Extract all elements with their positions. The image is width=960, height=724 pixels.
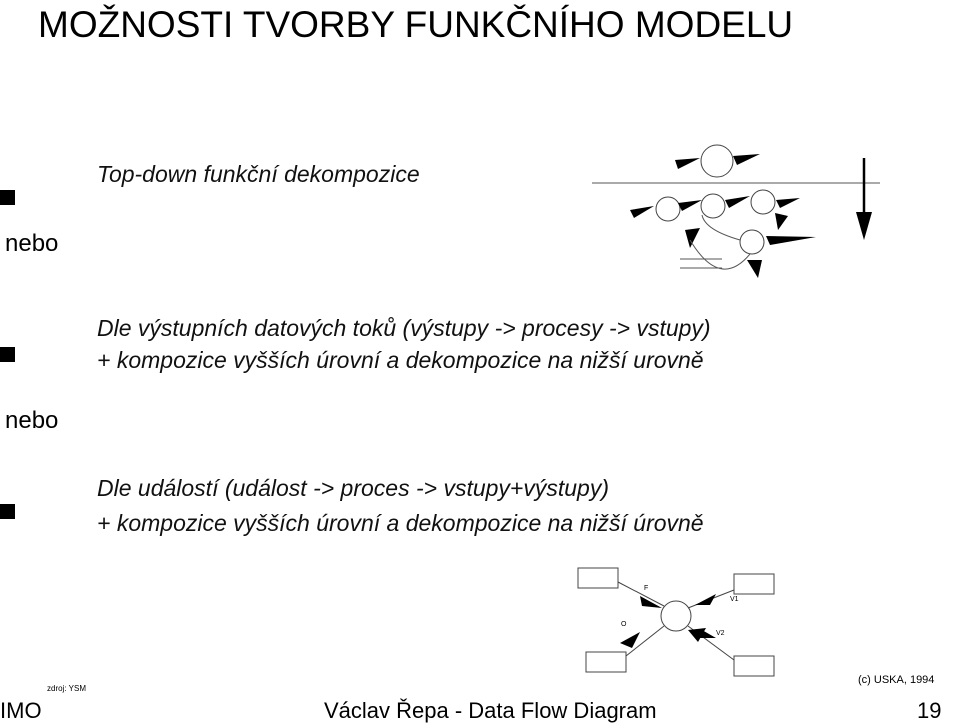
flow-arrow-8 (775, 213, 788, 230)
label-v1: V1 (730, 596, 739, 603)
bullet-3-line-1: Dle událostí (událost -> proces -> vstupy+výstupy) (97, 475, 609, 501)
connector-top-left (618, 582, 664, 606)
process-circle-2 (701, 194, 725, 218)
flow-arrow-2 (678, 200, 702, 211)
source-note: zdroj: YSM (47, 684, 86, 693)
footer-left: IMO (0, 698, 42, 723)
copyright-note: (c) USKA, 1994 (858, 674, 935, 686)
down-arrow-head (856, 212, 872, 240)
arrow-head-f (640, 596, 662, 608)
box-top-left (578, 568, 618, 588)
bullet-marker-2 (0, 347, 15, 362)
flow-arrow-5 (685, 228, 700, 248)
process-circle-center (661, 601, 691, 631)
bullet-1-line-1: Top-down funkční dekompozice (97, 161, 420, 187)
process-circle-4 (740, 230, 764, 254)
flow-arrow-3 (725, 196, 750, 208)
label-o: O (621, 621, 627, 628)
process-circle-1 (656, 197, 680, 221)
bullet-2-line-1: Dle výstupních datových toků (výstupy -> procesy -> vstupy) (97, 315, 711, 341)
bullet-marker-3 (0, 504, 15, 519)
flow-arrow-4 (776, 198, 800, 208)
box-bottom-left (586, 652, 626, 672)
arrow-head-o (620, 632, 640, 648)
bullet-marker-1 (0, 190, 15, 205)
flow-arrow-out-top (733, 154, 760, 165)
label-v2: V2 (716, 630, 725, 637)
box-top-right (734, 574, 774, 594)
process-circle-3 (751, 190, 775, 214)
separator-nebo-2: nebo (5, 407, 59, 434)
flow-arrow-in-top (675, 158, 700, 169)
process-circle-top (701, 145, 733, 177)
flow-curve-2 (702, 215, 740, 240)
arrow-head-v1 (695, 594, 716, 605)
flow-arrow-6 (766, 236, 816, 245)
bullet-3-line-2: + kompozice vyšších úrovní a dekompozice na nižší úrovně (97, 510, 704, 536)
flow-arrow-1 (630, 206, 654, 218)
flow-arrow-7 (747, 260, 762, 278)
separator-nebo-1: nebo (5, 230, 59, 257)
page-number: 19 (917, 698, 942, 723)
bullet-2-line-2: + kompozice vyšších úrovní a dekompozice na nižší urovně (97, 347, 704, 373)
event-diagram (570, 560, 790, 685)
slide-title: MOŽNOSTI TVORBY FUNKČNÍHO MODELU (38, 4, 794, 45)
label-f: F (644, 585, 649, 592)
decomposition-diagram (590, 140, 890, 290)
box-bottom-right (734, 656, 774, 676)
footer-center: Václav Řepa - Data Flow Diagram (324, 698, 657, 723)
